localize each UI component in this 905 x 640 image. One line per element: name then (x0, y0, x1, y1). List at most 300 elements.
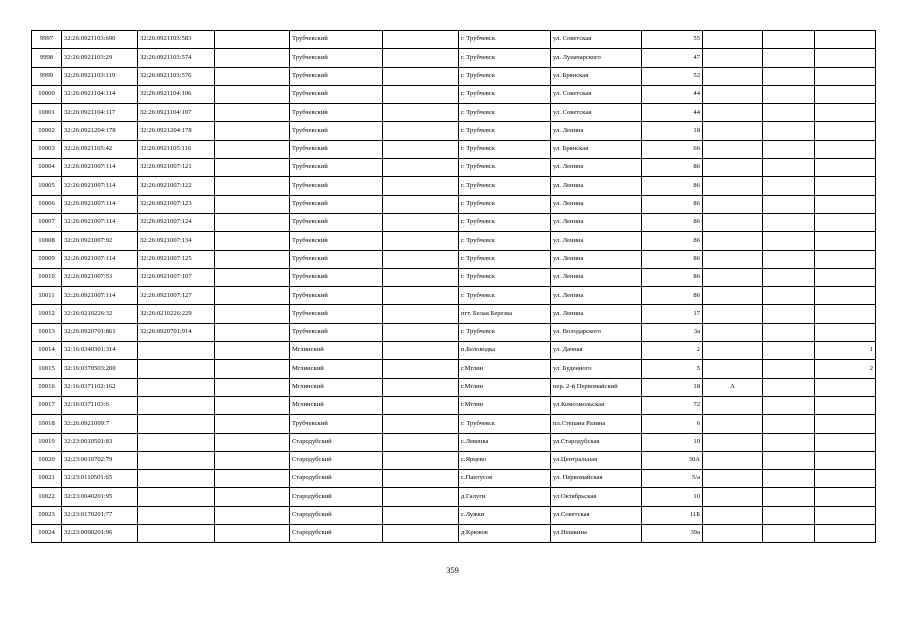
cell-row-number: 10022 (32, 488, 62, 506)
cell-district: Трубчевский (290, 250, 383, 268)
cell-parent-cadastral-number (138, 451, 215, 469)
table-row (32, 250, 876, 268)
cell-settlement: с.Пантусов (459, 470, 551, 488)
cell-settlement: г. Трубчевск (459, 31, 551, 49)
cell-row-number: 10000 (32, 85, 62, 103)
cell-settlement: г. Трубчевск (459, 122, 551, 140)
cell-blank-col (215, 323, 290, 341)
cell-parent-cadastral-number: 32:26:0920701:914 (138, 323, 215, 341)
cell-cadastral-number: 32:26:0920701:861 (62, 323, 138, 341)
cell-blank-col (215, 104, 290, 122)
cell-district: Стародубский (290, 506, 383, 524)
cell-house-number: 17 (642, 305, 703, 323)
cell-cadastral-number: 32:26:0921104:114 (62, 85, 138, 103)
cell-row-number: 10010 (32, 268, 62, 286)
cell-apartment (815, 85, 876, 103)
cell-parent-cadastral-number: 32:26:0921007:125 (138, 250, 215, 268)
cell-letter (703, 287, 763, 305)
cell-row-number: 10002 (32, 122, 62, 140)
cell-settlement: г. Трубчевск (459, 213, 551, 231)
cell-house-number: 18 (642, 122, 703, 140)
cell-house-number: 44 (642, 85, 703, 103)
cell-street: ул. Брянская (551, 67, 642, 85)
table-row (32, 488, 876, 506)
cell-district: Трубчевский (290, 195, 383, 213)
cell-parent-cadastral-number: 32:26:0921104:107 (138, 104, 215, 122)
cell-row-number: 10001 (32, 104, 62, 122)
cell-blank-col-2 (383, 85, 459, 103)
cell-cadastral-number: 32:26:0921007:92 (62, 232, 138, 250)
table-row (32, 85, 876, 103)
cell-row-number: 10014 (32, 342, 62, 360)
cell-street: ул. Ленина (551, 159, 642, 177)
cell-blank-col-2 (383, 268, 459, 286)
cell-row-number: 10006 (32, 195, 62, 213)
cell-district: Трубчевский (290, 31, 383, 49)
cadastral-table (31, 30, 876, 543)
cell-district: Стародубский (290, 433, 383, 451)
cell-settlement: г. Трубчевск (459, 85, 551, 103)
cell-parent-cadastral-number (138, 360, 215, 378)
cell-street: пл.Степана Разина (551, 415, 642, 433)
cell-blank-col (215, 213, 290, 231)
cell-house-number: 86 (642, 268, 703, 286)
cell-cadastral-number: 32:23:0010702:79 (62, 451, 138, 469)
cell-row-number: 9999 (32, 67, 62, 85)
cell-settlement: г. Трубчевск (459, 159, 551, 177)
cell-house-number: 44 (642, 104, 703, 122)
cell-house-number: 52 (642, 67, 703, 85)
cell-settlement: пгт. Белая Березка (459, 305, 551, 323)
cell-blank-col (215, 268, 290, 286)
cell-street: ул. Советская (551, 31, 642, 49)
cell-settlement: г. Трубчевск (459, 287, 551, 305)
cell-house-number: 86 (642, 159, 703, 177)
cell-settlement: г. Трубчевск (459, 195, 551, 213)
cell-settlement: д.Галуги (459, 488, 551, 506)
cell-row-number: 10003 (32, 140, 62, 158)
table-row (32, 122, 876, 140)
cell-house-number: 86 (642, 213, 703, 231)
cell-settlement: г. Трубчевск (459, 67, 551, 85)
cell-district: Трубчевский (290, 140, 383, 158)
cell-letter (703, 342, 763, 360)
cell-blank-col-2 (383, 140, 459, 158)
cell-letter (703, 415, 763, 433)
cell-letter (703, 506, 763, 524)
cell-letter (703, 525, 763, 543)
cell-parent-cadastral-number: 32:26:0921103:574 (138, 49, 215, 67)
cell-cadastral-number: 32:26:0921007:114 (62, 195, 138, 213)
cell-district: Трубчевский (290, 67, 383, 85)
cell-blank-col-2 (383, 360, 459, 378)
cell-cadastral-number: 32:26:0921007:53 (62, 268, 138, 286)
cell-blank-col-3 (763, 305, 815, 323)
cell-street: пер. 2-й Первомайский (551, 378, 642, 396)
cell-street: ул. Ленина (551, 195, 642, 213)
cell-house-number: 6 (642, 415, 703, 433)
cell-street: ул.Стародубская (551, 433, 642, 451)
cell-blank-col (215, 433, 290, 451)
cell-letter (703, 396, 763, 414)
cell-street: ул. Буденного (551, 360, 642, 378)
cell-blank-col (215, 250, 290, 268)
cell-apartment (815, 396, 876, 414)
cell-apartment (815, 488, 876, 506)
cell-street: ул. Первомайская (551, 470, 642, 488)
cell-settlement: г.Мглин (459, 378, 551, 396)
cell-street: ул. Ленина (551, 177, 642, 195)
cell-district: Мглинский (290, 378, 383, 396)
cell-house-number: 86 (642, 232, 703, 250)
cell-parent-cadastral-number: 32:26:0210226:229 (138, 305, 215, 323)
cell-house-number: 5/а (642, 470, 703, 488)
cell-blank-col (215, 177, 290, 195)
cell-parent-cadastral-number (138, 415, 215, 433)
cell-house-number: 47 (642, 49, 703, 67)
cell-letter (703, 268, 763, 286)
cell-row-number: 10021 (32, 470, 62, 488)
table-row (32, 433, 876, 451)
cell-house-number: 18 (642, 378, 703, 396)
cell-street: ул.Нешкина (551, 525, 642, 543)
cell-row-number: 10009 (32, 250, 62, 268)
cell-blank-col-2 (383, 525, 459, 543)
cell-blank-col (215, 195, 290, 213)
cell-settlement: д.Крюков (459, 525, 551, 543)
table-row (32, 506, 876, 524)
cell-cadastral-number: 32:23:0090201:96 (62, 525, 138, 543)
cell-parent-cadastral-number: 32:26:0921204:178 (138, 122, 215, 140)
cell-letter (703, 323, 763, 341)
cell-settlement: г. Трубчевск (459, 49, 551, 67)
cell-letter (703, 140, 763, 158)
cell-parent-cadastral-number: 32:26:0921007:107 (138, 268, 215, 286)
cell-cadastral-number: 32:16:0340301:314 (62, 342, 138, 360)
cell-street: ул. Ленина (551, 250, 642, 268)
cell-row-number: 9997 (32, 31, 62, 49)
cell-cadastral-number: 32:26:0921007:114 (62, 250, 138, 268)
cell-district: Трубчевский (290, 85, 383, 103)
cell-blank-col-3 (763, 415, 815, 433)
cell-letter (703, 122, 763, 140)
cell-blank-col-3 (763, 49, 815, 67)
cell-letter (703, 470, 763, 488)
cell-apartment (815, 451, 876, 469)
table-row (32, 31, 876, 49)
cell-street: ул. Володарского (551, 323, 642, 341)
cell-blank-col (215, 305, 290, 323)
table-row (32, 159, 876, 177)
cell-blank-col-2 (383, 287, 459, 305)
cell-blank-col (215, 488, 290, 506)
cell-house-number: 10 (642, 433, 703, 451)
cell-house-number: 10 (642, 488, 703, 506)
cell-house-number: 86 (642, 250, 703, 268)
cell-blank-col-2 (383, 49, 459, 67)
cell-blank-col-3 (763, 122, 815, 140)
cell-blank-col-3 (763, 396, 815, 414)
cell-district: Стародубский (290, 525, 383, 543)
cell-letter (703, 49, 763, 67)
cell-cadastral-number: 32:23:0170201:77 (62, 506, 138, 524)
cell-district: Стародубский (290, 451, 383, 469)
cell-apartment (815, 177, 876, 195)
cell-apartment: 1 (815, 342, 876, 360)
cell-apartment (815, 232, 876, 250)
table-row (32, 140, 876, 158)
cell-apartment (815, 470, 876, 488)
cell-blank-col-3 (763, 451, 815, 469)
cell-letter (703, 177, 763, 195)
cell-letter (703, 213, 763, 231)
cell-blank-col (215, 287, 290, 305)
cell-row-number: 10007 (32, 213, 62, 231)
cell-blank-col (215, 342, 290, 360)
cell-district: Мглинский (290, 396, 383, 414)
cell-letter (703, 85, 763, 103)
cell-district: Трубчевский (290, 104, 383, 122)
cell-blank-col-2 (383, 232, 459, 250)
table-row (32, 104, 876, 122)
cell-blank-col-2 (383, 122, 459, 140)
cell-letter (703, 451, 763, 469)
cell-apartment (815, 287, 876, 305)
cell-blank-col-3 (763, 140, 815, 158)
cell-cadastral-number: 32:26:0921007:114 (62, 177, 138, 195)
cell-apartment (815, 506, 876, 524)
cell-row-number: 10017 (32, 396, 62, 414)
cell-parent-cadastral-number: 32:26:0921103:583 (138, 31, 215, 49)
cell-blank-col-2 (383, 323, 459, 341)
cell-cadastral-number: 32:26:0921007:114 (62, 159, 138, 177)
cell-cadastral-number: 32:23:0110501:65 (62, 470, 138, 488)
cell-blank-col-3 (763, 232, 815, 250)
cell-letter (703, 104, 763, 122)
cell-parent-cadastral-number: 32:26:0921103:576 (138, 67, 215, 85)
cell-cadastral-number: 32:26:0921103:29 (62, 49, 138, 67)
cell-apartment (815, 250, 876, 268)
cell-cadastral-number: 32:26:0921103:690 (62, 31, 138, 49)
cell-apartment (815, 323, 876, 341)
cell-blank-col-3 (763, 525, 815, 543)
cell-parent-cadastral-number (138, 525, 215, 543)
cell-parent-cadastral-number: 32:26:0921105:116 (138, 140, 215, 158)
cell-parent-cadastral-number (138, 488, 215, 506)
cell-house-number: 72 (642, 396, 703, 414)
cell-blank-col (215, 159, 290, 177)
cell-street: ул.Октябрьская (551, 488, 642, 506)
cell-settlement: с.Левенка (459, 433, 551, 451)
cell-street: ул. Ленина (551, 213, 642, 231)
cell-house-number: 5 (642, 360, 703, 378)
cell-cadastral-number: 32:16:0370503:200 (62, 360, 138, 378)
cell-street: ул.Советская (551, 506, 642, 524)
cell-row-number: 10019 (32, 433, 62, 451)
cell-settlement: г. Трубчевск (459, 232, 551, 250)
cell-blank-col-3 (763, 104, 815, 122)
cell-apartment: 2 (815, 360, 876, 378)
cell-letter (703, 159, 763, 177)
cell-blank-col (215, 415, 290, 433)
cell-parent-cadastral-number: 32:26:0921007:121 (138, 159, 215, 177)
cell-letter (703, 195, 763, 213)
cell-house-number: 2 (642, 342, 703, 360)
cell-blank-col (215, 451, 290, 469)
cell-apartment (815, 415, 876, 433)
cell-cadastral-number: 32:23:0010501:83 (62, 433, 138, 451)
cell-letter (703, 232, 763, 250)
cell-blank-col (215, 67, 290, 85)
cell-apartment (815, 67, 876, 85)
table-row (32, 525, 876, 543)
cell-apartment (815, 159, 876, 177)
cell-blank-col-2 (383, 396, 459, 414)
cell-blank-col-2 (383, 250, 459, 268)
cell-street: ул. Советская (551, 104, 642, 122)
cell-district: Трубчевский (290, 159, 383, 177)
cell-blank-col-2 (383, 506, 459, 524)
cell-district: Трубчевский (290, 268, 383, 286)
cell-apartment (815, 433, 876, 451)
cell-blank-col-3 (763, 159, 815, 177)
table-row (32, 396, 876, 414)
cell-settlement: г.Мглин (459, 360, 551, 378)
cell-blank-col (215, 378, 290, 396)
cell-apartment (815, 31, 876, 49)
cell-house-number: 86 (642, 177, 703, 195)
cell-blank-col-3 (763, 470, 815, 488)
table-row (32, 195, 876, 213)
cell-district: Трубчевский (290, 213, 383, 231)
cell-letter: А (703, 378, 763, 396)
cell-parent-cadastral-number: 32:26:0921007:127 (138, 287, 215, 305)
cell-parent-cadastral-number (138, 470, 215, 488)
cell-blank-col (215, 470, 290, 488)
cell-letter (703, 433, 763, 451)
cell-district: Стародубский (290, 488, 383, 506)
cell-settlement: г. Трубчевск (459, 250, 551, 268)
cell-blank-col-2 (383, 470, 459, 488)
cell-street: ул.Комсомольская (551, 396, 642, 414)
cell-blank-col-3 (763, 85, 815, 103)
cell-blank-col (215, 506, 290, 524)
table-row (32, 378, 876, 396)
cell-house-number: 39а (642, 525, 703, 543)
table-row (32, 67, 876, 85)
cell-apartment (815, 122, 876, 140)
cell-blank-col-2 (383, 195, 459, 213)
cell-parent-cadastral-number: 32:26:0921007:122 (138, 177, 215, 195)
cell-street: ул. Ленина (551, 305, 642, 323)
cell-blank-col-3 (763, 433, 815, 451)
page-number: 359 (446, 565, 459, 575)
table-row (32, 470, 876, 488)
table-row (32, 451, 876, 469)
cell-apartment (815, 195, 876, 213)
cell-row-number: 10024 (32, 525, 62, 543)
cell-blank-col-2 (383, 305, 459, 323)
cell-street: ул. Ленина (551, 232, 642, 250)
cell-district: Стародубский (290, 470, 383, 488)
cell-blank-col-2 (383, 159, 459, 177)
cell-blank-col-3 (763, 31, 815, 49)
cell-apartment (815, 525, 876, 543)
cell-district: Трубчевский (290, 232, 383, 250)
cell-house-number: 30А (642, 451, 703, 469)
cell-cadastral-number: 32:26:0921105:42 (62, 140, 138, 158)
cell-blank-col-3 (763, 67, 815, 85)
cell-blank-col-2 (383, 31, 459, 49)
cell-blank-col (215, 85, 290, 103)
cell-settlement: г. Трубчевск (459, 177, 551, 195)
cell-row-number: 10015 (32, 360, 62, 378)
cell-district: Трубчевский (290, 305, 383, 323)
cell-parent-cadastral-number (138, 342, 215, 360)
table-row (32, 213, 876, 231)
cell-blank-col (215, 31, 290, 49)
cell-blank-col-2 (383, 488, 459, 506)
cell-cadastral-number: 32:26:0921103:119 (62, 67, 138, 85)
cell-cadastral-number: 32:16:0371102:162 (62, 378, 138, 396)
cell-apartment (815, 378, 876, 396)
table-body (32, 31, 876, 543)
cell-blank-col (215, 360, 290, 378)
cell-street: ул. Луначарского (551, 49, 642, 67)
cell-parent-cadastral-number (138, 506, 215, 524)
cell-settlement: г. Трубчевск (459, 415, 551, 433)
cell-district: Мглинский (290, 360, 383, 378)
table-row (32, 360, 876, 378)
table-row (32, 177, 876, 195)
cell-street: ул. Советская (551, 85, 642, 103)
table-row (32, 232, 876, 250)
cell-street: ул. Ленина (551, 268, 642, 286)
cell-blank-col-3 (763, 287, 815, 305)
cell-street: ул. Дачная (551, 342, 642, 360)
cell-settlement: г. Трубчевск (459, 140, 551, 158)
cell-blank-col-2 (383, 415, 459, 433)
cell-parent-cadastral-number (138, 396, 215, 414)
cell-apartment (815, 213, 876, 231)
table-row (32, 323, 876, 341)
cell-blank-col-3 (763, 506, 815, 524)
cell-blank-col (215, 140, 290, 158)
cell-blank-col-3 (763, 213, 815, 231)
cell-blank-col-3 (763, 177, 815, 195)
cell-settlement: г.Мглин (459, 396, 551, 414)
cell-house-number: 55 (642, 31, 703, 49)
cell-blank-col (215, 525, 290, 543)
cell-house-number: 66 (642, 140, 703, 158)
cell-letter (703, 31, 763, 49)
cell-row-number: 10016 (32, 378, 62, 396)
cell-blank-col-3 (763, 195, 815, 213)
cell-row-number: 10023 (32, 506, 62, 524)
cell-blank-col (215, 396, 290, 414)
cell-blank-col-2 (383, 213, 459, 231)
cell-row-number: 10008 (32, 232, 62, 250)
table-row (32, 49, 876, 67)
cell-apartment (815, 49, 876, 67)
cell-parent-cadastral-number: 32:26:0921104:106 (138, 85, 215, 103)
cell-letter (703, 305, 763, 323)
table-row (32, 342, 876, 360)
cell-cadastral-number: 32:16:0371103:6 (62, 396, 138, 414)
cell-letter (703, 360, 763, 378)
cell-house-number: 11Б (642, 506, 703, 524)
cell-blank-col-2 (383, 433, 459, 451)
